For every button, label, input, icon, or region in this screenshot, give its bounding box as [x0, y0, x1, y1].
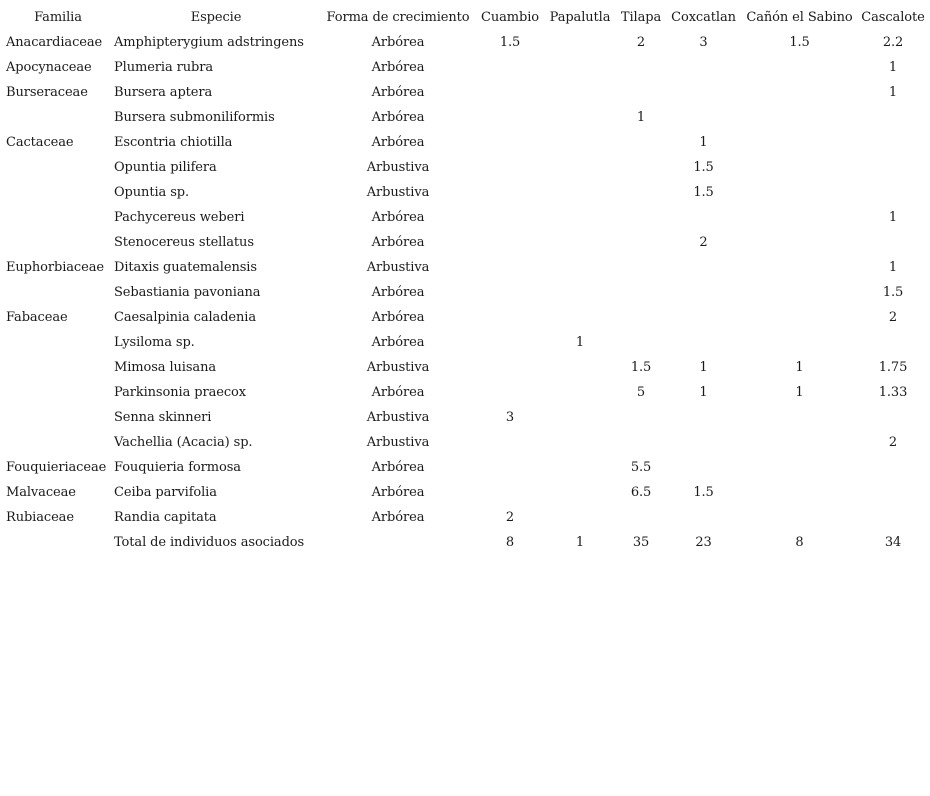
header-cuambio: Cuambio — [480, 10, 539, 25]
cell-forma: Arbórea — [371, 460, 425, 475]
cell-familia: Apocynaceae — [6, 60, 92, 75]
cell-forma: Arbórea — [371, 335, 425, 350]
cell-canon-el-sabino — [741, 180, 858, 205]
cell-coxcatlan — [666, 455, 741, 480]
cell-cuambio — [476, 105, 544, 130]
cell-cascalote: 2 — [888, 310, 898, 325]
cell-cuambio: 1.5 — [499, 35, 521, 50]
cell-papalutla — [544, 380, 616, 405]
cell-canon-el-sabino — [741, 155, 858, 180]
cell-tilapa: 6.5 — [630, 485, 652, 500]
cell-papalutla — [544, 280, 616, 305]
cell-cascalote: 1.75 — [878, 360, 908, 375]
cell-canon-el-sabino — [741, 330, 858, 355]
table-row — [4, 305, 928, 330]
species-table — [4, 5, 928, 555]
cell-papalutla — [544, 355, 616, 380]
cell-forma: Arbórea — [371, 510, 425, 525]
cell-forma — [320, 530, 476, 555]
cell-familia: Cactaceae — [6, 135, 74, 150]
cell-papalutla: 1 — [575, 335, 585, 350]
cell-forma: Arbórea — [371, 110, 425, 125]
cell-cuambio — [476, 155, 544, 180]
header-tilapa: Tilapa — [620, 10, 662, 25]
cell-papalutla — [544, 505, 616, 530]
cell-cuambio — [476, 280, 544, 305]
cell-coxcatlan — [666, 80, 741, 105]
cell-papalutla — [544, 130, 616, 155]
cell-forma: Arbórea — [371, 485, 425, 500]
cell-coxcatlan: 1 — [699, 360, 708, 375]
table-row — [4, 380, 928, 405]
cell-coxcatlan — [666, 505, 741, 530]
cell-especie: Vachellia (Acacia) sp. — [114, 435, 253, 450]
cell-papalutla — [544, 180, 616, 205]
cell-coxcatlan — [666, 430, 741, 455]
total-row — [4, 530, 928, 555]
cell-tilapa — [616, 430, 666, 455]
cell-coxcatlan: 1 — [699, 385, 708, 400]
cell-forma: Arbustiva — [366, 185, 430, 200]
cell-cuambio — [476, 80, 544, 105]
cell-forma: Arbustiva — [366, 360, 430, 375]
cell-canon-el-sabino — [741, 130, 858, 155]
cell-tilapa — [616, 330, 666, 355]
cell-cuambio — [476, 305, 544, 330]
cell-forma: Arbórea — [371, 210, 425, 225]
cell-canon-el-sabino: 1 — [795, 360, 804, 375]
cell-coxcatlan — [666, 330, 741, 355]
cell-especie: Escontria chiotilla — [114, 135, 233, 150]
cell-coxcatlan: 1.5 — [693, 485, 714, 500]
cell-familia — [4, 155, 112, 180]
cell-canon-el-sabino — [741, 230, 858, 255]
cell-tilapa — [616, 505, 666, 530]
cell-cuambio — [476, 455, 544, 480]
cell-cascalote — [858, 480, 928, 505]
cell-cascalote — [858, 230, 928, 255]
header-canon-el-sabino: Cañón el Sabino — [746, 10, 853, 25]
cell-papalutla — [544, 155, 616, 180]
cell-forma: Arbustiva — [366, 435, 430, 450]
cell-forma: Arbustiva — [366, 260, 430, 275]
cell-especie: Mimosa luisana — [114, 360, 217, 375]
cell-familia — [4, 380, 112, 405]
table-row — [4, 80, 928, 105]
cell-especie: Opuntia pilifera — [114, 160, 217, 175]
cell-cuambio — [476, 430, 544, 455]
cell-coxcatlan: 2 — [699, 235, 708, 250]
cell-forma: Arbórea — [371, 235, 425, 250]
cell-especie: Bursera submoniliformis — [114, 110, 275, 125]
cell-especie: Opuntia sp. — [114, 185, 190, 200]
table-row — [4, 105, 928, 130]
table-row — [4, 330, 928, 355]
cell-cascalote — [858, 155, 928, 180]
cell-tilapa — [616, 280, 666, 305]
table-row — [4, 405, 928, 430]
cell-especie: Ceiba parvifolia — [114, 485, 217, 500]
cell-cuambio — [476, 255, 544, 280]
cell-coxcatlan — [666, 305, 741, 330]
table-row — [4, 255, 928, 280]
cell-coxcatlan — [666, 105, 741, 130]
cell-familia — [4, 355, 112, 380]
cell-cuambio — [476, 380, 544, 405]
table-body — [4, 30, 928, 555]
header-papalutla: Papalutla — [549, 10, 611, 25]
cell-familia: Burseraceae — [6, 85, 88, 100]
cell-cascalote — [858, 105, 928, 130]
cell-familia — [4, 230, 112, 255]
cell-cuambio — [476, 130, 544, 155]
header-row — [4, 5, 928, 30]
cell-coxcatlan — [666, 255, 741, 280]
cell-coxcatlan: 23 — [695, 535, 712, 550]
table-row — [4, 130, 928, 155]
cell-cuambio — [476, 355, 544, 380]
cell-familia — [4, 530, 112, 555]
cell-familia — [4, 330, 112, 355]
cell-especie: Fouquieria formosa — [114, 460, 241, 475]
cell-familia — [4, 405, 112, 430]
cell-forma: Arbórea — [371, 60, 425, 75]
cell-tilapa — [616, 155, 666, 180]
cell-especie: Amphipterygium adstringens — [114, 35, 304, 50]
table-row — [4, 180, 928, 205]
cell-familia: Rubiaceae — [6, 510, 74, 525]
cell-cascalote — [858, 180, 928, 205]
table-row — [4, 230, 928, 255]
cell-tilapa — [616, 305, 666, 330]
cell-canon-el-sabino: 1.5 — [789, 35, 810, 50]
cell-familia — [4, 205, 112, 230]
cell-forma: Arbórea — [371, 35, 425, 50]
cell-coxcatlan — [666, 55, 741, 80]
table-row — [4, 430, 928, 455]
cell-especie: Bursera aptera — [114, 85, 213, 100]
header-coxcatlan: Coxcatlan — [671, 10, 736, 25]
cell-cuambio — [476, 180, 544, 205]
cell-tilapa — [616, 130, 666, 155]
cell-coxcatlan — [666, 205, 741, 230]
cell-especie: Pachycereus weberi — [114, 210, 245, 225]
cell-forma: Arbórea — [371, 310, 425, 325]
cell-tilapa: 35 — [632, 535, 650, 550]
cell-coxcatlan: 1.5 — [693, 160, 714, 175]
cell-cascalote: 1 — [888, 85, 898, 100]
cell-familia: Anacardiaceae — [6, 35, 103, 50]
cell-cascalote: 2.2 — [882, 35, 904, 50]
cell-familia — [4, 430, 112, 455]
header-cascalote: Cascalote — [861, 10, 925, 25]
cell-canon-el-sabino — [741, 505, 858, 530]
cell-canon-el-sabino — [741, 480, 858, 505]
cell-canon-el-sabino — [741, 455, 858, 480]
cell-coxcatlan — [666, 405, 741, 430]
header-familia: Familia — [34, 10, 82, 25]
cell-especie: Lysiloma sp. — [114, 335, 195, 350]
table-row — [4, 480, 928, 505]
cell-cuambio — [476, 330, 544, 355]
cell-forma: Arbustiva — [366, 410, 430, 425]
cell-cuambio — [476, 230, 544, 255]
cell-cuambio — [476, 480, 544, 505]
table-row — [4, 55, 928, 80]
cell-coxcatlan: 1 — [699, 135, 708, 150]
cell-especie: Caesalpinia caladenia — [114, 310, 256, 325]
cell-familia: Fabaceae — [6, 310, 68, 325]
cell-papalutla — [544, 105, 616, 130]
cell-tilapa — [616, 55, 666, 80]
cell-cuambio — [476, 205, 544, 230]
cell-tilapa — [616, 405, 666, 430]
cell-cascalote: 2 — [888, 435, 898, 450]
table-row — [4, 280, 928, 305]
cell-papalutla — [544, 230, 616, 255]
cell-papalutla — [544, 255, 616, 280]
cell-canon-el-sabino — [741, 280, 858, 305]
cell-especie: Senna skinneri — [114, 410, 212, 425]
cell-coxcatlan — [666, 280, 741, 305]
table-row — [4, 155, 928, 180]
cell-papalutla — [544, 405, 616, 430]
header-forma: Forma de crecimiento — [326, 10, 470, 25]
cell-familia: Euphorbiaceae — [6, 260, 104, 275]
cell-canon-el-sabino — [741, 55, 858, 80]
table-row — [4, 205, 928, 230]
cell-papalutla — [544, 80, 616, 105]
cell-canon-el-sabino — [741, 430, 858, 455]
cell-canon-el-sabino — [741, 205, 858, 230]
cell-especie: Ditaxis guatemalensis — [114, 260, 257, 275]
cell-cascalote — [858, 130, 928, 155]
cell-coxcatlan: 1.5 — [693, 185, 714, 200]
cell-papalutla: 1 — [575, 535, 585, 550]
cell-cascalote: 1 — [888, 210, 898, 225]
cell-familia — [4, 280, 112, 305]
cell-familia: Malvaceae — [6, 485, 76, 500]
cell-especie: Stenocereus stellatus — [114, 235, 254, 250]
cell-familia — [4, 105, 112, 130]
cell-tilapa: 1 — [636, 110, 646, 125]
cell-cascalote: 1.33 — [878, 385, 908, 400]
cell-cascalote: 1 — [888, 60, 898, 75]
cell-papalutla — [544, 205, 616, 230]
cell-cascalote — [858, 505, 928, 530]
table-row — [4, 355, 928, 380]
header-especie: Especie — [190, 10, 242, 25]
cell-cuambio: 2 — [505, 510, 515, 525]
cell-papalutla — [544, 30, 616, 55]
cell-coxcatlan: 3 — [699, 35, 708, 50]
cell-especie: Total de individuos asociados — [114, 535, 305, 550]
cell-cascalote — [858, 455, 928, 480]
cell-especie: Randia capitata — [114, 510, 217, 525]
cell-especie: Sebastiania pavoniana — [114, 285, 261, 300]
cell-tilapa: 5.5 — [630, 460, 652, 475]
cell-canon-el-sabino — [741, 405, 858, 430]
table-row — [4, 30, 928, 55]
cell-tilapa — [616, 180, 666, 205]
cell-tilapa: 1.5 — [630, 360, 652, 375]
cell-cuambio: 3 — [505, 410, 515, 425]
cell-papalutla — [544, 55, 616, 80]
cell-cuambio: 8 — [505, 535, 515, 550]
cell-forma: Arbórea — [371, 385, 425, 400]
species-table-container — [4, 5, 928, 555]
cell-papalutla — [544, 430, 616, 455]
cell-papalutla — [544, 455, 616, 480]
cell-familia — [4, 180, 112, 205]
cell-familia: Fouquieriaceae — [6, 460, 107, 475]
cell-cascalote: 1.5 — [882, 285, 904, 300]
cell-cuambio — [476, 55, 544, 80]
cell-cascalote: 34 — [884, 535, 902, 550]
cell-especie: Plumeria rubra — [114, 60, 214, 75]
cell-forma: Arbórea — [371, 285, 425, 300]
cell-tilapa: 5 — [636, 385, 646, 400]
cell-cascalote — [858, 330, 928, 355]
cell-especie: Parkinsonia praecox — [114, 385, 246, 400]
cell-cascalote — [858, 405, 928, 430]
cell-tilapa — [616, 205, 666, 230]
cell-canon-el-sabino — [741, 80, 858, 105]
cell-forma: Arbórea — [371, 85, 425, 100]
cell-cascalote: 1 — [888, 260, 898, 275]
cell-papalutla — [544, 480, 616, 505]
cell-canon-el-sabino — [741, 105, 858, 130]
cell-papalutla — [544, 305, 616, 330]
cell-tilapa — [616, 230, 666, 255]
table-row — [4, 455, 928, 480]
cell-forma: Arbustiva — [366, 160, 430, 175]
cell-tilapa: 2 — [636, 35, 646, 50]
cell-forma: Arbórea — [371, 135, 425, 150]
table-row — [4, 505, 928, 530]
cell-canon-el-sabino — [741, 255, 858, 280]
cell-tilapa — [616, 80, 666, 105]
cell-tilapa — [616, 255, 666, 280]
cell-canon-el-sabino: 1 — [795, 385, 804, 400]
cell-canon-el-sabino: 8 — [795, 535, 804, 550]
cell-canon-el-sabino — [741, 305, 858, 330]
